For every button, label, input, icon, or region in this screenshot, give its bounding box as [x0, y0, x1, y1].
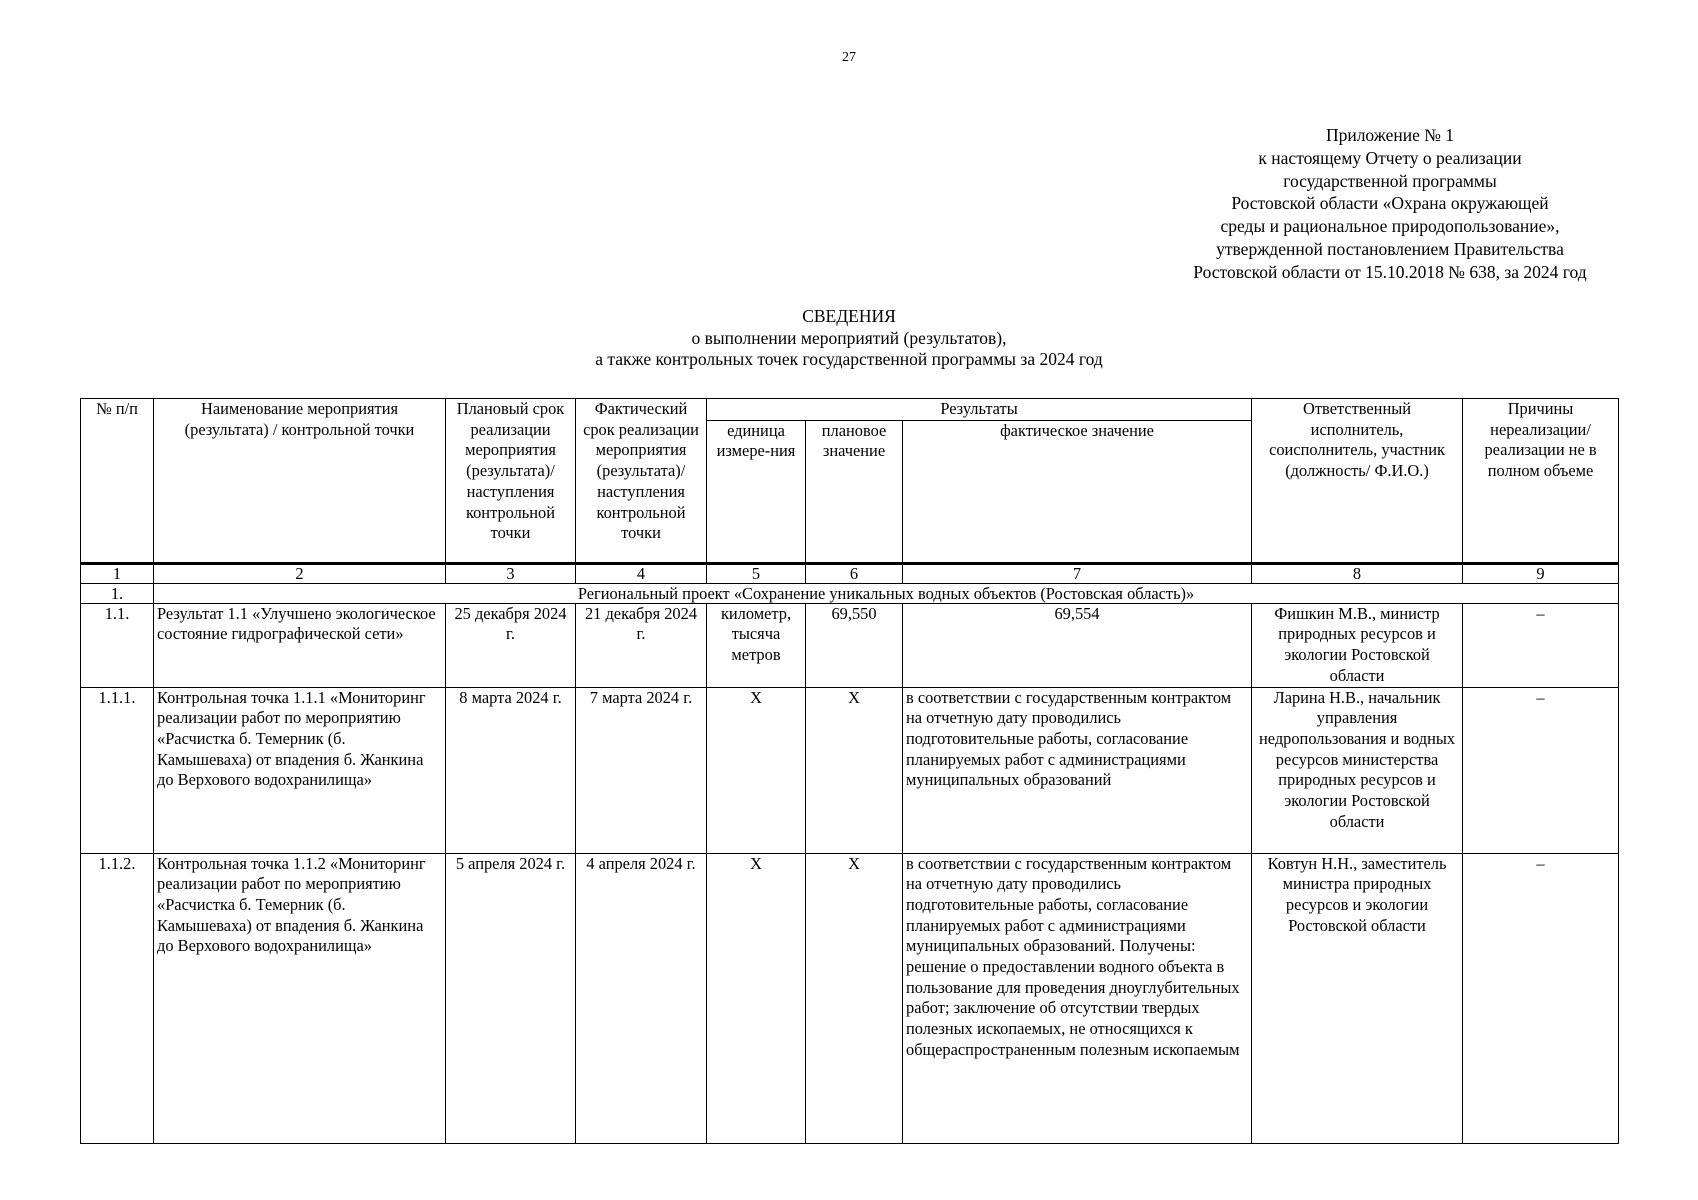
table-row	[81, 853, 1619, 1143]
project-row	[81, 583, 1619, 603]
row-name: Контрольная точка 1.1.1 «Мониторинг реализации работ по мероприятию «Расчистка б. Темерник (б. Камышеваха) от впадения б. Жанкина до Верхового водохранилища»	[154, 687, 446, 853]
appendix-line: государственной программы	[1283, 170, 1497, 191]
appendix-line: к настоящему Отчету о реализации	[1258, 147, 1522, 168]
column-numbers-row	[81, 563, 1619, 583]
row-reasons: –	[1463, 853, 1619, 1143]
row-fact-date: 21 декабря 2024 г.	[576, 603, 707, 687]
header-responsible: Ответственный исполнитель, соисполнитель, участник (должность/ Ф.И.О.)	[1252, 399, 1463, 564]
header-row	[81, 399, 1619, 421]
row-unit: километр, тысяча метров	[707, 603, 806, 687]
row-plan-date: 8 марта 2024 г.	[446, 687, 576, 853]
column-number: 6	[806, 563, 903, 583]
row-fact-value: в соответствии с государственным контрактом на отчетную дату проводились подготовительные работы, согласование планируемых работ с администрациями муниципальных образований	[903, 687, 1252, 853]
column-number: 9	[1463, 563, 1619, 583]
appendix-line: среды и рациональное природопользование»,	[1220, 216, 1560, 237]
appendix-line: Приложение № 1	[1325, 125, 1455, 145]
row-fact-date: 7 марта 2024 г.	[576, 687, 707, 853]
row-fact-value: 69,554	[903, 603, 1252, 687]
header-name: Наименование мероприятия (результата) / контрольной точки	[154, 399, 446, 564]
project-title: Региональный проект «Сохранение уникальных водных объектов (Ростовская область)»	[154, 583, 1619, 603]
column-number: 7	[903, 563, 1252, 583]
column-number: 8	[1252, 563, 1463, 583]
header-plan-value: плановое значение	[806, 420, 903, 563]
row-reasons: –	[1463, 603, 1619, 687]
document-title	[0, 306, 1698, 371]
appendix-note	[1160, 124, 1620, 284]
row-plan-date: 5 апреля 2024 г.	[446, 853, 576, 1143]
header-plan-date: Плановый срок реализации мероприятия (результата)/ наступления контрольной точки	[446, 399, 576, 564]
row-responsible: Ковтун Н.Н., заместитель министра природных ресурсов и экологии Ростовской области	[1252, 853, 1463, 1143]
column-number: 2	[154, 563, 446, 583]
row-plan-value: 69,550	[806, 603, 903, 687]
row-plan-value: X	[806, 687, 903, 853]
header-fact-value: фактическое значение	[903, 420, 1252, 563]
header-fact-date: Фактический срок реализации мероприятия (результата)/ наступления контрольной точки	[576, 399, 707, 564]
table-row	[81, 687, 1619, 853]
row-responsible: Ларина Н.В., начальник управления недропользования и водных ресурсов министерства природных ресурсов и экологии Ростовской области	[1252, 687, 1463, 853]
column-number: 5	[707, 563, 806, 583]
row-plan-date: 25 декабря 2024 г.	[446, 603, 576, 687]
header-reasons: Причины нереализации/ реализации не в полном объеме	[1463, 399, 1619, 564]
row-plan-value: X	[806, 853, 903, 1143]
row-name: Результат 1.1 «Улучшено экологическое состояние гидрографической сети»	[154, 603, 446, 687]
project-num: 1.	[81, 583, 154, 603]
row-name: Контрольная точка 1.1.2 «Мониторинг реализации работ по мероприятию «Расчистка б. Темерник (б. Камышеваха) от впадения б. Жанкина до Верхового водохранилища»	[154, 853, 446, 1143]
column-number: 4	[576, 563, 707, 583]
page-number: 27	[842, 50, 856, 65]
title-heading: СВЕДЕНИЯ	[802, 306, 896, 326]
header-unit: единица измере-ния	[707, 420, 806, 563]
row-num: 1.1.	[81, 603, 154, 687]
table-row	[81, 603, 1619, 687]
row-reasons: –	[1463, 687, 1619, 853]
row-fact-value: в соответствии с государственным контрактом на отчетную дату проводились подготовительные работы, согласование планируемых работ с администрациями муниципальных образований. Получены: решение о предоставлении водного объекта в пользование для проведения дноуглубительных работ; заключение об отсутствии твердых полезных ископаемых, не относящихся к общераспространенным полезным ископаемым	[903, 853, 1252, 1143]
title-subheading: а также контрольных точек государственной программы за 2024 год	[595, 349, 1103, 369]
row-fact-date: 4 апреля 2024 г.	[576, 853, 707, 1143]
column-number: 3	[446, 563, 576, 583]
column-number: 1	[81, 563, 154, 583]
appendix-line: утвержденной постановлением Правительства	[1216, 238, 1564, 259]
header-results: Результаты	[707, 399, 1252, 421]
row-num: 1.1.2.	[81, 853, 154, 1143]
title-subheading: о выполнении мероприятий (результатов),	[691, 327, 1007, 348]
row-responsible: Фишкин М.В., министр природных ресурсов и экологии Ростовской области	[1252, 603, 1463, 687]
row-num: 1.1.1.	[81, 687, 154, 853]
appendix-line: Ростовской области «Охрана окружающей	[1231, 193, 1549, 214]
row-unit: X	[707, 853, 806, 1143]
report-table	[80, 398, 1619, 1144]
appendix-line: Ростовской области от 15.10.2018 № 638, за 2024 год	[1193, 261, 1587, 282]
row-unit: X	[707, 687, 806, 853]
header-num: № п/п	[81, 399, 154, 564]
